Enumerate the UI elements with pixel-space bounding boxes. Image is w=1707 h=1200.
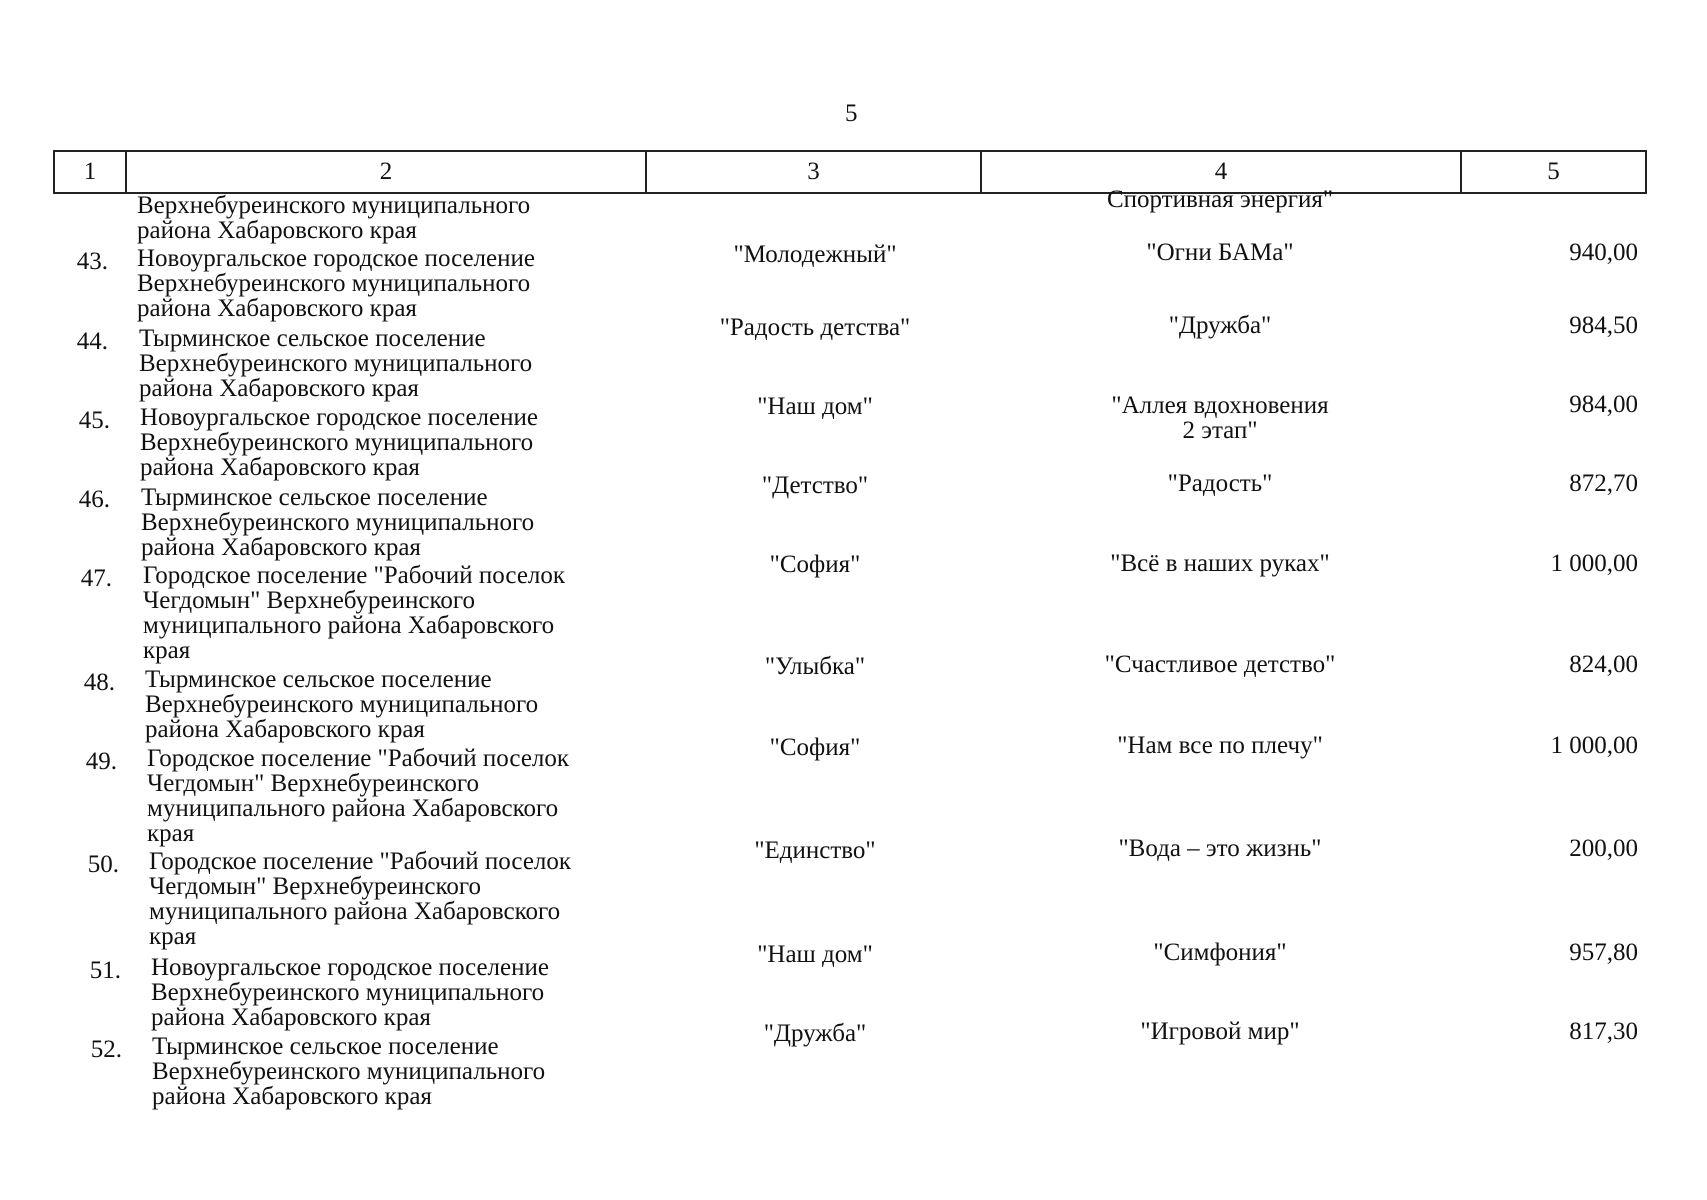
header-col-2: 2 xyxy=(127,152,647,192)
row-kindergarten: "Единство" xyxy=(754,837,876,864)
continuation-project: Спортивная энергия" xyxy=(1106,186,1334,213)
row-number: 43. xyxy=(76,248,108,275)
row-project: "Аллея вдохновения 2 этап" xyxy=(1111,392,1329,444)
row-amount: 824,00 xyxy=(1569,651,1638,678)
header-col-3: 3 xyxy=(647,152,982,192)
row-amount: 200,00 xyxy=(1569,835,1638,862)
row-project: "Дружба" xyxy=(1168,312,1272,339)
row-amount: 872,70 xyxy=(1569,470,1638,497)
row-number: 45. xyxy=(78,407,110,434)
row-kindergarten: "Радость детства" xyxy=(719,314,911,341)
header-col-4: 4 xyxy=(982,152,1462,192)
row-project: "Нам все по плечу" xyxy=(1117,732,1323,759)
row-kindergarten: "София" xyxy=(769,551,861,578)
row-name: Городское поселение "Рабочий поселок Чегдомын" Верхнебуреинского муниципального района Хабаровского края xyxy=(147,745,570,847)
row-kindergarten: "София" xyxy=(769,734,861,761)
row-kindergarten: "Молодежный" xyxy=(733,241,897,268)
row-amount: 940,00 xyxy=(1569,239,1638,266)
row-project: "Симфония" xyxy=(1153,939,1287,966)
row-name: Тырминское сельское поселение Верхнебуреинского муниципального района Хабаровского края xyxy=(141,484,535,561)
row-amount: 984,00 xyxy=(1569,391,1638,418)
row-project: "Игровой мир" xyxy=(1140,1018,1300,1045)
row-name: Тырминское сельское поселение Верхнебуреинского муниципального района Хабаровского края xyxy=(152,1033,546,1110)
row-kindergarten: "Улыбка" xyxy=(764,653,866,680)
row-name: Городское поселение "Рабочий поселок Чегдомын" Верхнебуреинского муниципального района Хабаровского края xyxy=(143,562,566,664)
row-kindergarten: "Наш дом" xyxy=(757,941,873,968)
row-amount: 1 000,00 xyxy=(1550,732,1638,759)
row-number: 50. xyxy=(87,851,119,878)
row-kindergarten: "Наш дом" xyxy=(757,393,873,420)
row-project: "Огни БАМа" xyxy=(1146,239,1294,266)
row-name: Новоургальское городское поселение Верхнебуреинского муниципального района Хабаровского края xyxy=(140,404,538,481)
row-amount: 957,80 xyxy=(1569,939,1638,966)
row-project: "Всё в наших руках" xyxy=(1110,550,1330,577)
row-name: Тырминское сельское поселение Верхнебуреинского муниципального района Хабаровского края xyxy=(139,325,533,402)
row-amount: 817,30 xyxy=(1569,1018,1638,1045)
row-name: Новоургальское городское поселение Верхнебуреинского муниципального района Хабаровского края xyxy=(137,245,535,322)
row-number: 52. xyxy=(90,1036,122,1063)
row-project: "Вода – это жизнь" xyxy=(1118,835,1322,862)
row-kindergarten: "Детство" xyxy=(761,472,869,499)
row-name: Новоургальское городское поселение Верхнебуреинского муниципального района Хабаровского края xyxy=(151,954,549,1031)
row-name: Тырминское сельское поселение Верхнебуреинского муниципального района Хабаровского края xyxy=(145,666,539,743)
row-number: 46. xyxy=(78,486,110,513)
row-amount: 1 000,00 xyxy=(1550,550,1638,577)
row-project: "Радость" xyxy=(1167,470,1273,497)
row-number: 48. xyxy=(83,669,115,696)
row-amount: 984,50 xyxy=(1569,312,1638,339)
page-number: 5 xyxy=(845,100,858,127)
row-name: Городское поселение "Рабочий поселок Чегдомын" Верхнебуреинского муниципального района Хабаровского края xyxy=(149,848,572,950)
row-number: 44. xyxy=(76,328,108,355)
continuation-name: Верхнебуреинского муниципального района Хабаровского края xyxy=(137,192,531,244)
row-number: 47. xyxy=(80,565,112,592)
header-col-1: 1 xyxy=(55,152,127,192)
row-kindergarten: "Дружба" xyxy=(763,1020,867,1047)
row-project: "Счастливое детство" xyxy=(1104,651,1336,678)
header-col-5: 5 xyxy=(1547,158,1560,185)
row-number: 51. xyxy=(89,957,121,984)
row-number: 49. xyxy=(85,748,117,775)
